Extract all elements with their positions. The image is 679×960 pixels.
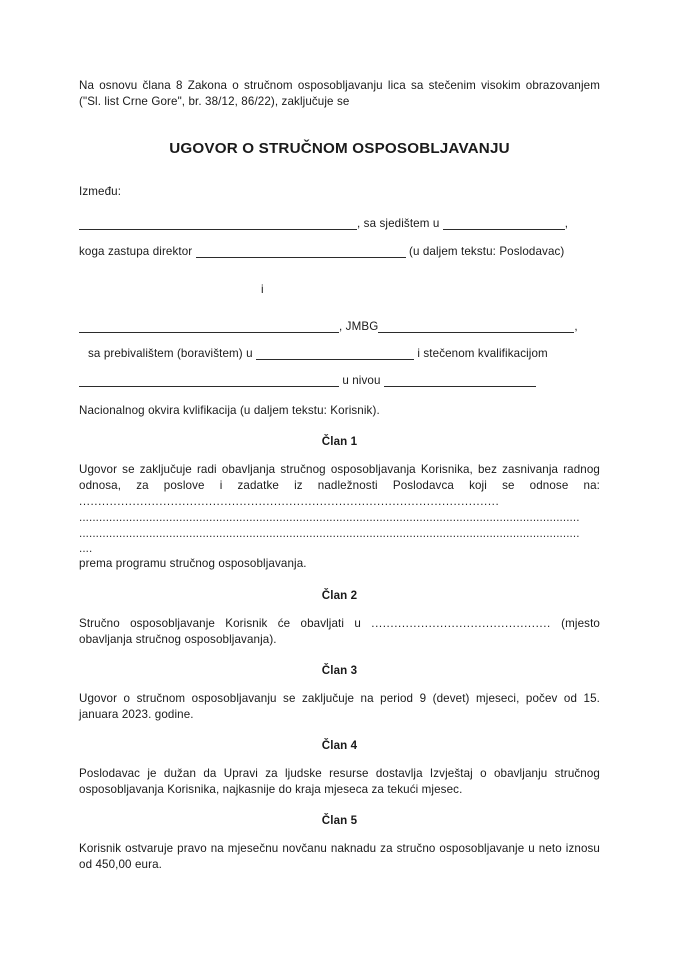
beneficiary-residence-row	[79, 346, 600, 362]
employer-seat-blank[interactable]	[443, 219, 565, 230]
page-title: UGOVOR O STRUČNOM OSPOSOBLJAVANJU	[169, 140, 510, 158]
article-4-heading: Član 4	[321, 738, 358, 752]
spacer	[79, 260, 600, 282]
spacer	[79, 798, 600, 814]
spacer	[79, 573, 600, 589]
employer-line1-comma: ,	[564, 217, 569, 231]
spacer	[79, 752, 600, 766]
beneficiary-residence-blank[interactable]	[256, 349, 414, 360]
spacer	[79, 389, 600, 403]
beneficiary-qualification-label: i stečenom kvalifikacijom	[414, 346, 548, 360]
employer-name-blank[interactable]	[79, 219, 357, 230]
article-2-place-blank[interactable]: ...............................................	[371, 616, 551, 630]
spacer	[79, 362, 600, 373]
spacer	[79, 299, 600, 319]
beneficiary-name-row	[79, 319, 600, 335]
beneficiary-framework-line: Nacionalnog okvira kvlifikacija (u daljem tekstu: Korisnik).	[79, 403, 380, 417]
spacer	[79, 232, 600, 244]
spacer	[79, 200, 600, 216]
article-1-body	[79, 462, 600, 510]
beneficiary-jmbg-blank[interactable]	[378, 322, 574, 333]
article-3-body: Ugovor o stručnom osposobljavanju se zaključuje na period 9 (devet) mjeseci, počev od 15. januara 2023. godine.	[79, 691, 600, 721]
employer-director-row	[79, 244, 600, 260]
employer-seat-label: , sa sjedištem u	[357, 217, 443, 231]
article-2-text-part1: Stručno osposobljavanje Korisnik će obavljati u	[79, 616, 372, 630]
article-1-dot-fragment[interactable]: ....	[79, 542, 93, 556]
article-1-dots-inline[interactable]: ..............................................................................................................	[79, 495, 500, 509]
spacer	[79, 419, 600, 435]
beneficiary-level-label: u nivou	[339, 373, 384, 387]
employer-role-note: (u daljem tekstu: Poslodavac)	[405, 245, 565, 259]
article-1-dotline-2[interactable]: ......................................................................................................................................................	[79, 511, 580, 525]
employer-name-row	[79, 216, 600, 232]
article-2-text-part2: (mjesto obavljanja stručnog osposobljavanja).	[79, 616, 600, 646]
spacer	[79, 335, 600, 346]
beneficiary-name-blank[interactable]	[79, 322, 339, 333]
article-1-program-note: prema programu stručnog osposobljavanja.	[79, 557, 307, 571]
preamble-paragraph: Na osnovu člana 8 Zakona o stručnom osposobljavanju lica sa stečenim visokim obrazovanjem ("Sl. list Crne Gore", br. 38/12, 86/22), zaključuje se	[79, 79, 600, 109]
spacer	[79, 648, 600, 664]
spacer	[79, 602, 600, 616]
article-1-dotline-3[interactable]: ......................................................................................................................................................	[79, 526, 580, 540]
spacer	[79, 448, 600, 462]
employer-director-label: koga zastupa direktor	[79, 245, 196, 259]
spacer	[79, 827, 600, 841]
spacer	[79, 677, 600, 691]
parties-intro: Između:	[79, 185, 122, 199]
article-1-heading: Član 1	[321, 434, 358, 448]
spacer	[79, 723, 600, 739]
beneficiary-qualification-row	[79, 373, 600, 389]
article-5-heading: Član 5	[321, 814, 358, 828]
employer-director-blank[interactable]	[196, 247, 406, 258]
article-1-text: Ugovor se zaključuje radi obavljanja stručnog osposobljavanja Korisnika, bez zasnivanja radnog odnosa, za poslove i zadatke iz nadležnosti Poslodavca koji se odnose na:	[79, 462, 600, 493]
conjunction-i: i	[261, 283, 264, 297]
article-3-heading: Član 3	[321, 663, 358, 677]
beneficiary-level-blank[interactable]	[384, 376, 536, 387]
article-2-heading: Član 2	[321, 588, 358, 602]
article-5-body: Korisnik ostvaruje pravo na mjesečnu novčanu naknadu za stručno osposobljavanje u neto iznosu od 450,00 eura.	[79, 842, 600, 872]
beneficiary-line1-comma: ,	[574, 319, 578, 333]
beneficiary-qualification-blank[interactable]	[79, 376, 339, 387]
beneficiary-residence-label: sa prebivalištem (boravištem) u	[88, 346, 257, 360]
article-4-body: Poslodavac je dužan da Upravi za ljudske resurse dostavlja Izvještaj o obavljanju stručnog osposobljavanja Korisnika, najkasnije do kraja mjeseca za tekući mjesec.	[79, 766, 600, 796]
article-2-body	[79, 616, 600, 648]
beneficiary-jmbg-label: , JMBG	[339, 319, 379, 333]
